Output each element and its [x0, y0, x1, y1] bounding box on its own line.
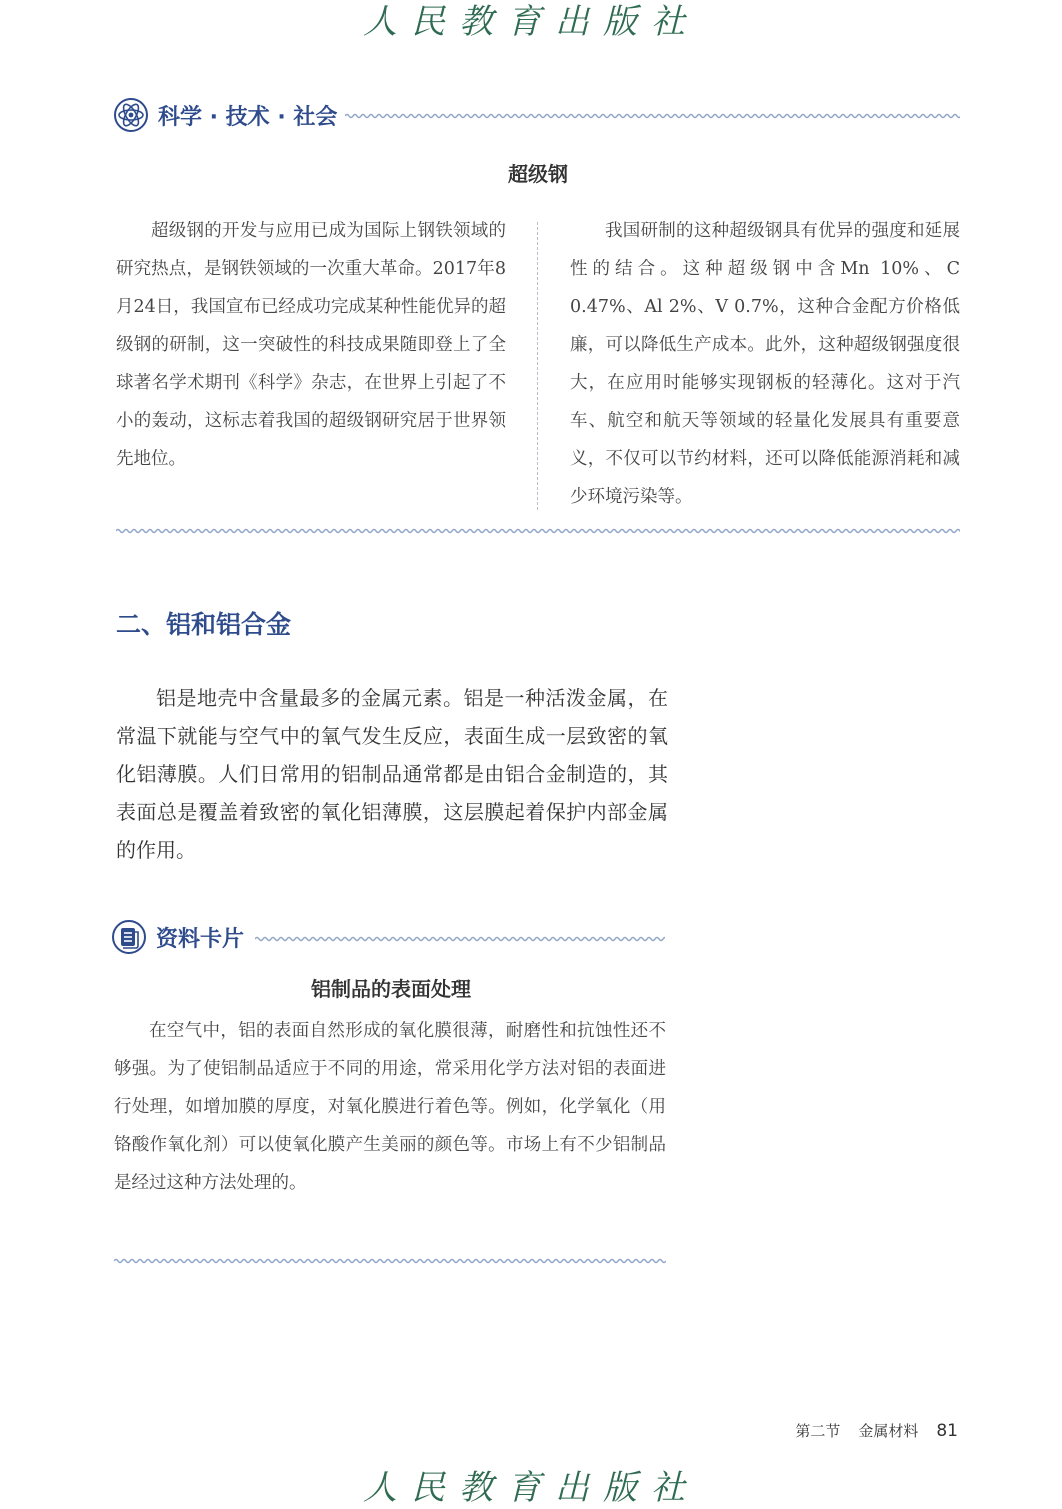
box-label-sts: 科学 · 技术 · 社会	[158, 104, 338, 130]
footer-section: 第二节	[795, 1422, 841, 1440]
page-footer	[795, 1420, 958, 1441]
wavy-rule-top	[345, 112, 960, 120]
publisher-logo-bottom: 人民教育出版社	[363, 1468, 699, 1508]
card-title: 铝制品的表面处理	[311, 977, 471, 1001]
box-header-info-card	[112, 920, 244, 954]
wavy-rule-card-bottom	[114, 1257, 666, 1265]
wavy-rule-bottom	[116, 527, 960, 535]
section-heading: 二、铝和铝合金	[116, 610, 292, 639]
essay-column-right	[570, 212, 960, 516]
essay-paragraph-left: 超级钢的开发与应用已成为国际上钢铁领域的研究热点，是钢铁领域的一次重大革命。2017年8月24日，我国宣布已经成功完成某种性能优异的超级钢的研制，这一突破性的科技成果随即登上了全球著名学术期刊《科学》杂志，在世界上引起了不小的轰动，这标志着我国的超级钢研究居于世界领先地位。	[116, 221, 506, 469]
box-label-info-card: 资料卡片	[156, 926, 245, 952]
atom-icon	[114, 98, 148, 132]
column-divider	[537, 222, 538, 510]
essay-title-superior-steel: 超级钢	[508, 162, 568, 186]
wavy-rule-card-top	[255, 935, 665, 943]
publisher-logo-top: 人民教育出版社	[363, 2, 699, 42]
main-paragraph: 铝是地壳中含量最多的金属元素。铝是一种活泼金属，在常温下就能与空气中的氧气发生反应，表面生成一层致密的氧化铝薄膜。人们日常用的铝制品通常都是由铝合金制造的，其表面总是覆盖着致密的氧化铝薄膜，这层膜起着保护内部金属的作用。	[116, 686, 668, 862]
essay-paragraph-right: 我国研制的这种超级钢具有优异的强度和延展性的结合。这种超级钢中含Mn 10%、C 0.47%、Al 2%、V 0.7%，这种合金配方价格低廉，可以降低生产成本。此外，这种超级钢强度很大，在应用时能够实现钢板的轻薄化。这对于汽车、航空和航天等领域的轻量化发展具有重要意义，不仅可以节约材料，还可以降低能源消耗和减少环境污染等。	[570, 221, 960, 507]
document-icon	[112, 920, 146, 954]
box-header-sts	[114, 98, 337, 132]
card-paragraph: 在空气中，铝的表面自然形成的氧化膜很薄，耐磨性和抗蚀性还不够强。为了使铝制品适应于不同的用途，常采用化学方法对铝的表面进行处理，如增加膜的厚度，对氧化膜进行着色等。例如，化学氧化（用铬酸作氧化剂）可以使氧化膜产生美丽的颜色等。市场上有不少铝制品是经过这种方法处理的。	[114, 1021, 666, 1193]
main-body	[116, 679, 668, 869]
essay-column-left	[116, 212, 506, 478]
footer-topic: 金属材料	[858, 1422, 919, 1440]
card-body	[114, 1012, 666, 1202]
page-number: 81	[936, 1421, 958, 1441]
